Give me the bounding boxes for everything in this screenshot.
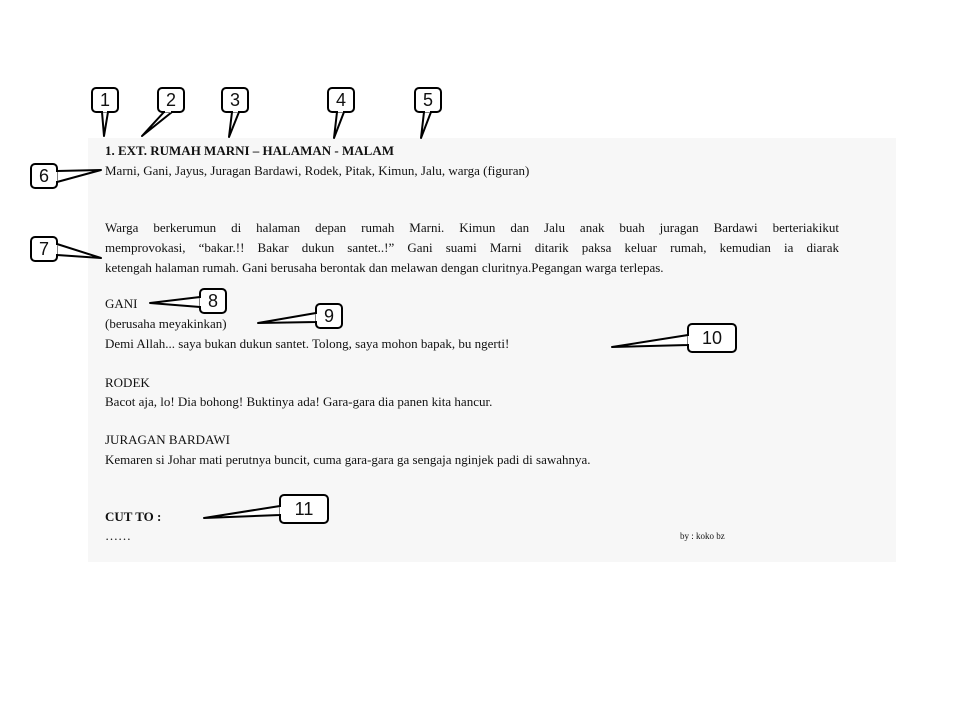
callout-number: 9 bbox=[323, 306, 334, 326]
action-line-2: memprovokasi, “bakar.!! Bakar dukun santet..!” Gani suami Marni ditarik paksa keluar rumah, kemudian ia diarak bbox=[105, 240, 839, 255]
character-name-juragan-bardawi: JURAGAN BARDAWI bbox=[105, 432, 230, 447]
cast-line: Marni, Gani, Jayus, Juragan Bardawi, Rodek, Pitak, Kimun, Jalu, warga (figuran) bbox=[105, 163, 530, 178]
callout-number: 6 bbox=[38, 166, 49, 186]
callout-number: 5 bbox=[422, 90, 433, 110]
action-line-1: Warga berkerumun di halaman depan rumah Marni. Kimun dan Jalu anak buah juragan Bardawi berteriakikut bbox=[105, 220, 839, 235]
callout-number: 11 bbox=[294, 499, 314, 519]
scene-heading: 1. EXT. RUMAH MARNI – HALAMAN - MALAM bbox=[105, 143, 394, 158]
ellipsis: …… bbox=[105, 528, 131, 543]
character-name-rodek: RODEK bbox=[105, 375, 150, 390]
byline: by : koko bz bbox=[680, 531, 725, 541]
character-name-gani: GANI bbox=[105, 296, 138, 311]
callout-number: 4 bbox=[335, 90, 346, 110]
transition: CUT TO : bbox=[105, 509, 162, 524]
callout-number: 7 bbox=[38, 239, 49, 259]
callout-number: 1 bbox=[99, 90, 110, 110]
callout-number: 2 bbox=[165, 90, 176, 110]
dialogue-juragan-bardawi: Kemaren si Johar mati perutnya buncit, cuma gara-gara ga sengaja nginjek padi di sawahnya. bbox=[105, 452, 591, 467]
parenthetical: (berusaha meyakinkan) bbox=[105, 316, 227, 331]
action-line-3: ketengah halaman rumah. Gani berusaha berontak dan melawan dengan cluritnya.Pegangan warga terlepas. bbox=[105, 260, 664, 275]
dialogue-rodek: Bacot aja, lo! Dia bohong! Buktinya ada! Gara-gara dia panen kita hancur. bbox=[105, 394, 493, 409]
callout-number: 8 bbox=[207, 291, 218, 311]
callout-number: 10 bbox=[701, 328, 723, 348]
callout-number: 3 bbox=[229, 90, 240, 110]
dialogue-gani: Demi Allah... saya bukan dukun santet. Tolong, saya mohon bapak, bu ngerti! bbox=[105, 336, 510, 351]
